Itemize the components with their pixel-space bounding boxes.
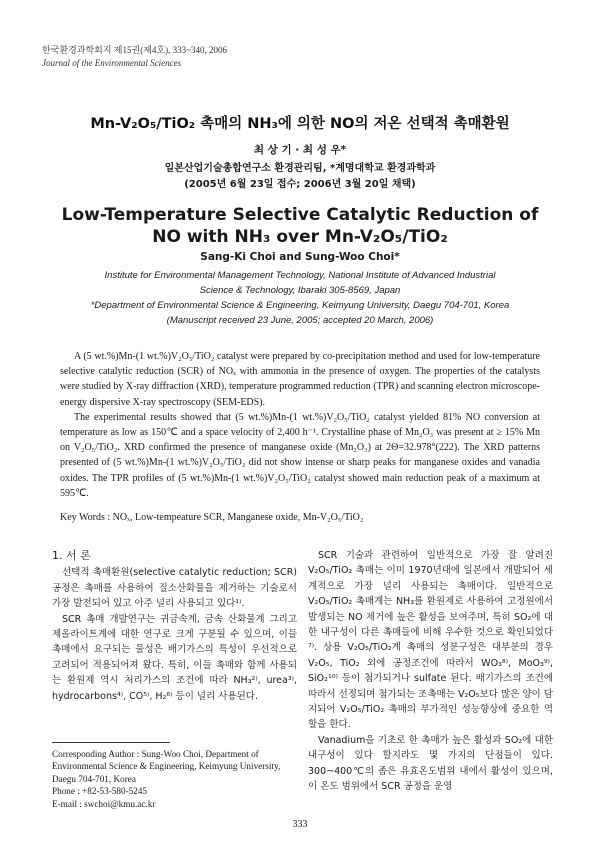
affiliation-line: Institute for Environmental Management Technology, National Institute of Advanced Industrial [104,270,496,281]
title-english-line1: Low-Temperature Selective Catalytic Reduction of [61,205,539,225]
section-heading: 1. 서 론 [52,549,91,562]
title-korean: Mn-V₂O₅/TiO₂ 촉매의 NH₃에 의한 NO의 저온 선택적 촉매환원 [90,116,510,132]
affiliation-line: Science & Technology, Ibaraki 305-8569, Japan [199,285,401,296]
abstract-paragraph: A (5 wt.%)Mn-(1 wt.%)V₂O₅/TiO₂ catalyst were prepared by co-precipitation method and used for low-temperature selective catalytic reduction (SCR) of NOₓ with ammonia in the presence of oxygen. The properties of the catalysts were studied by X-ray diffraction (XRD), temperature programmed reduction (TPR) and scanning electron microscope-energy dispersive X-ray spectroscopy (SEM-EDS). [60,351,540,408]
abstract-paragraph: The experimental results showed that (5 wt.%)Mn-(1 wt.%)V₂O₅/TiO₂ catalyst yielded 81% NO conversion at temperature as low as 150℃ and a space velocity of 2,400 h⁻¹. Crystalline phase of Mn₂O₃ was present at ≥ 15% Mn on V₂O₅/TiO₂. XRD confirmed the presence of manganese oxide (Mn₂O₃) at 2Θ=32.978°(222). The XRD patterns presented of (5 wt.%)Mn-(1 wt.%)V₂O₅/TiO₂ did not show intense or sharp peaks for manganese oxides and vanadia oxides. The TPR profiles of (5 wt.%)Mn-(1 wt.%)V₂O₅/TiO₂ catalyst showed main reduction peak of a maximum at 595℃. [60,411,540,499]
received-date-korean: (2005년 6월 23일 접수; 2006년 3월 20일 채택) [184,179,416,190]
affiliation-line: (Manuscript received 23 June, 2005; accepted 20 March, 2006) [166,315,434,326]
footnote-divider [52,742,170,743]
body-paragraph: Vanadium을 기초로 한 촉매가 높은 활성과 SO₂에 대한 내구성이 있다 할지라도 몇 가지의 단점들이 있다. 300~400℃의 좁은 유효온도범위 내에서 활성이 있으며, 이 온도 범위에서 SCR 공정을 운영 [308,734,553,793]
affiliation-english [0,268,600,328]
journal-header [42,44,227,70]
page-number: 333 [292,819,308,830]
keywords: Key Words : NOₓ, Low-tempeature SCR, Manganese oxide, Mn-V₂O₅/TiO₂ [60,512,364,523]
abstract [60,349,540,501]
journal-citation-kor: 한국환경과학회지 제15권(제4호), 333~340, 2006 [42,45,227,55]
authors-english: Sang-Ki Choi and Sung-Woo Choi* [200,251,400,263]
footnote-line: E-mail : swchoi@kmu.ac.kr [52,798,156,809]
left-column [52,548,297,704]
title-english [0,204,600,248]
footnote-line: Phone : +82-53-580-5245 [52,786,148,797]
body-paragraph: 선택적 촉매환원(selective catalytic reduction; SCR) 공정은 촉매를 사용하여 질소산화물을 제거하는 기술로서 가장 발전되어 있고 아주 널리 사용되고 있다¹⁾. [52,567,297,610]
journal-name-en: Journal of the Environmental Sciences [42,58,182,68]
affiliation-korean: 일본산업기술총합연구소 환경관리팀, *계명대학교 환경과학과 [164,163,436,174]
corresponding-author-footnote [52,748,297,810]
body-paragraph: SCR 기술과 관련하여 일반적으로 가장 잘 알려진 V₂O₅/TiO₂ 촉매는 이미 1970년대에 일본에서 개발되어 세계적으로 가장 널리 사용되는 촉매이다. 일반적으로 V₂O₅/TiO₂ 촉매계는 NH₃를 환원제로 사용하여 고정원에서 발생되는 NO 제거에 높은 활성을 보여주며, 특히 SO₂에 대한 내구성이 다른 촉매들에 비해 우수한 것으로 확인되었다⁷⁾. 상용 V₂O₅/TiO₂계 촉매의 성분구성은 대부분의 경우 V₂O₅, TiO₂ 외에 공정조건에 따라서 WO₃⁸⁾, MoO₃⁹⁾, SiO₂¹⁰⁾ 등이 첨가되거나 sulfate 된다. 배기가스의 조건에 따라서 선정되며 첨가되는 조촉매는 V₂O₅보다 많은 양이 담지되어 V₂O₅/TiO₂ 촉매의 부가적인 성능향상에 중요한 역할을 한다. [308,550,553,731]
affiliation-line: *Department of Environmental Science & Engineering, Keimyung University, Daegu 704-701, Korea [90,300,510,311]
authors-korean: 최 상 기 · 최 성 우* [253,144,347,156]
right-column [308,548,553,795]
footnote-line: Corresponding Author : Sung-Woo Choi, Department of Environmental Science & Engineering, Keimyung University, Daegu 704-701, Korea [52,749,281,784]
body-paragraph: SCR 촉매 개발연구는 귀금속계, 금속 산화물계 그리고 제올라이트계에 대한 연구로 크게 구분될 수 있으며, 이들 촉매에서 요구되는 물성은 배기가스의 특성이 우선적으로 고려되어 적용되어져 왔다. 특히, 이들 촉매와 함께 사용되는 환원제 역시 처리가스의 조건에 따라 NH₃²⁾, urea³⁾, hydrocarbons⁴⁾, CO⁵⁾, H₂⁶⁾ 등이 널리 사용된다. [52,613,297,702]
title-english-line2: NO with NH₃ over Mn-V₂O₅/TiO₂ [152,227,448,247]
